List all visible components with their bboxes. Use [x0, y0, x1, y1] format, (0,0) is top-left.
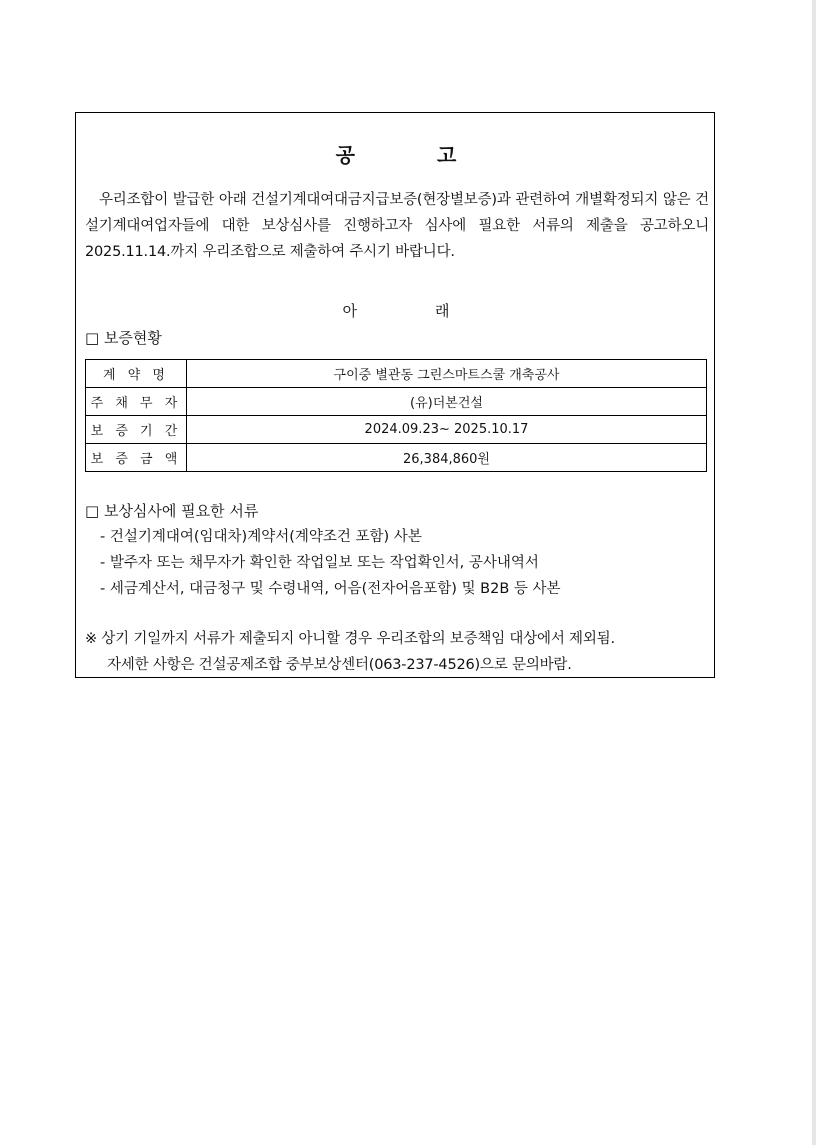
title-char-1: 공 [335, 143, 355, 167]
table-row [86, 444, 707, 472]
sub-heading [76, 300, 716, 321]
list-item: - 세금계산서, 대금청구 및 수령내역, 어음(전자어음포함) 및 B2B 등 사본 [100, 581, 561, 597]
notice-title [76, 139, 716, 165]
footnote-line-2: 자세한 사항은 건설공제조합 중부보상센터(063-237-4526)으로 문의바람. [107, 657, 572, 673]
table-label: 보 증 금 액 [86, 444, 187, 472]
table-row [86, 388, 707, 416]
table-value: 2024.09.23~ 2025.10.17 [187, 416, 707, 444]
footnote-line-1: ※ 상기 기일까지 서류가 제출되지 아니할 경우 우리조합의 보증책임 대상에서 제외됨. [85, 631, 615, 647]
table-label: 주 채 무 자 [86, 388, 187, 416]
footnote [85, 626, 715, 678]
required-documents-list [100, 524, 561, 602]
guarantee-status-heading: □ 보증현황 [85, 329, 162, 347]
sub-heading-char-1: 아 [342, 302, 357, 320]
required-documents-heading: □ 보상심사에 필요한 서류 [85, 502, 259, 520]
sub-heading-char-2: 래 [435, 302, 450, 320]
table-row [86, 416, 707, 444]
notice-box [75, 112, 715, 678]
table-label: 보 증 기 간 [86, 416, 187, 444]
table-label: 계 약 명 [86, 360, 187, 388]
page-edge [812, 0, 816, 1145]
title-char-2: 고 [437, 143, 457, 167]
table-value: 26,384,860원 [187, 444, 707, 472]
table-value: 구이중 별관동 그린스마트스쿨 개축공사 [187, 360, 707, 388]
list-item: - 발주자 또는 채무자가 확인한 작업일보 또는 작업확인서, 공사내역서 [100, 555, 539, 571]
list-item: - 건설기계대여(임대차)계약서(계약조건 포함) 사본 [100, 529, 422, 545]
intro-paragraph: 우리조합이 발급한 아래 건설기계대여대금지급보증(현장별보증)과 관련하여 개별확정되지 않은 건설기계대여업자들에 대한 보상심사를 진행하고자 심사에 필요한 서류의 제출을 공고하오니 2025.11.14.까지 우리조합으로 제출하여 주시기 바랍니다. [85, 192, 709, 260]
table-row [86, 360, 707, 388]
guarantee-table [85, 359, 707, 472]
table-value: (유)더본건설 [187, 388, 707, 416]
